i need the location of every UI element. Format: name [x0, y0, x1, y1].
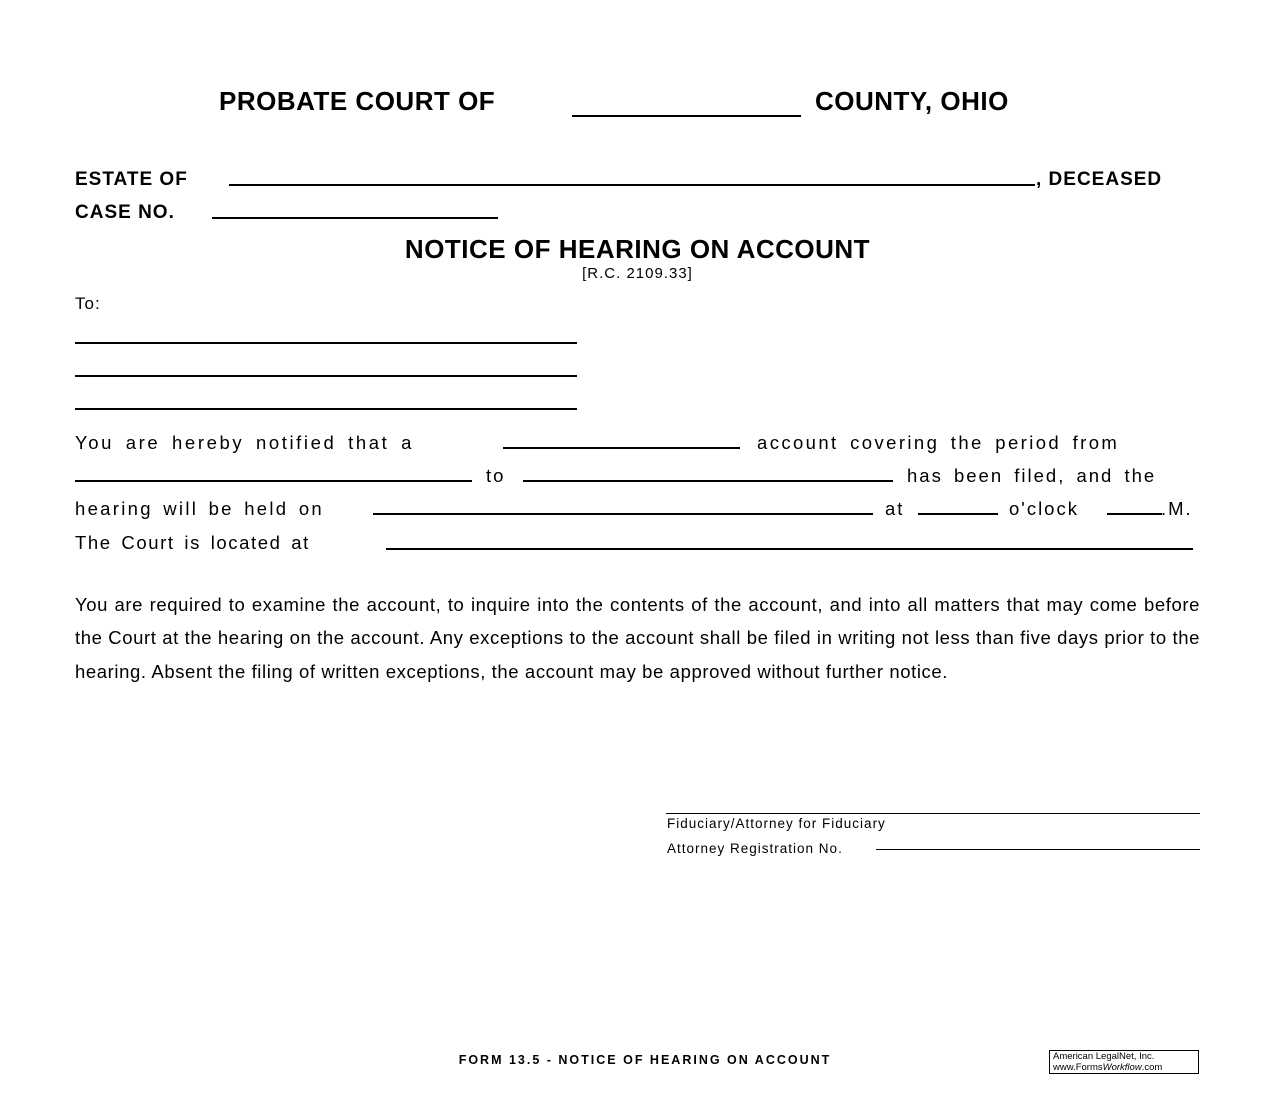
meridiem-field[interactable]	[1107, 513, 1162, 515]
notice-text: You are hereby notified that a	[75, 432, 415, 453]
deceased-label: , DECEASED	[1036, 169, 1163, 190]
registration-label: Attorney Registration No.	[667, 841, 843, 856]
meridiem-suffix: .M.	[1161, 498, 1193, 519]
document-title: NOTICE OF HEARING ON ACCOUNT	[404, 234, 871, 264]
registration-number-field[interactable]	[876, 849, 1200, 850]
notice-text: The Court is located at	[75, 532, 310, 553]
fiduciary-label: Fiduciary/Attorney for Fiduciary	[667, 816, 886, 831]
hearing-date-field[interactable]	[373, 513, 873, 515]
case-number-field[interactable]	[212, 217, 498, 219]
recipient-line[interactable]	[75, 408, 577, 410]
recipient-line[interactable]	[75, 375, 577, 377]
court-title-suffix: COUNTY, OHIO	[815, 86, 1009, 116]
notice-text: hearing will be held on	[75, 498, 324, 519]
publisher-name: American LegalNet, Inc.	[1053, 1051, 1155, 1062]
notice-text: account covering the period from	[757, 432, 1120, 453]
at-word: at	[885, 498, 905, 519]
account-type-field[interactable]	[503, 447, 740, 449]
hearing-hour-field[interactable]	[918, 513, 998, 515]
to-label: To:	[75, 294, 101, 313]
to-word: to	[486, 465, 506, 486]
statute-reference: [R.C. 2109.33]	[582, 265, 693, 282]
estate-label: ESTATE OF	[75, 169, 188, 190]
oclock-word: o'clock	[1009, 498, 1079, 519]
court-title-prefix: PROBATE COURT OF	[219, 86, 496, 116]
county-field[interactable]	[572, 115, 801, 117]
case-number-label: CASE NO.	[75, 202, 175, 223]
court-location-field[interactable]	[386, 548, 1193, 550]
instructions-paragraph: You are required to examine the account, to inquire into the contents of the account, and into all matters that may come before the Court at the hearing on the account. Any exceptions to the account shall be filed in writing not less than five days prior to the hearing. Absent the filing of written exceptions, the account may be approved without further notice.	[75, 594, 1200, 682]
notice-text: has been filed, and the	[907, 465, 1157, 486]
period-from-field[interactable]	[75, 480, 472, 482]
publisher-url[interactable]: www.FormsWorkflow.com	[1053, 1061, 1163, 1073]
recipient-line[interactable]	[75, 342, 577, 344]
fiduciary-signature-line[interactable]	[666, 813, 1200, 814]
estate-name-field[interactable]	[229, 184, 1035, 186]
form-footer-label: FORM 13.5 - NOTICE OF HEARING ON ACCOUNT	[458, 1053, 832, 1067]
publisher-box	[1049, 1050, 1199, 1074]
period-to-field[interactable]	[523, 480, 893, 482]
